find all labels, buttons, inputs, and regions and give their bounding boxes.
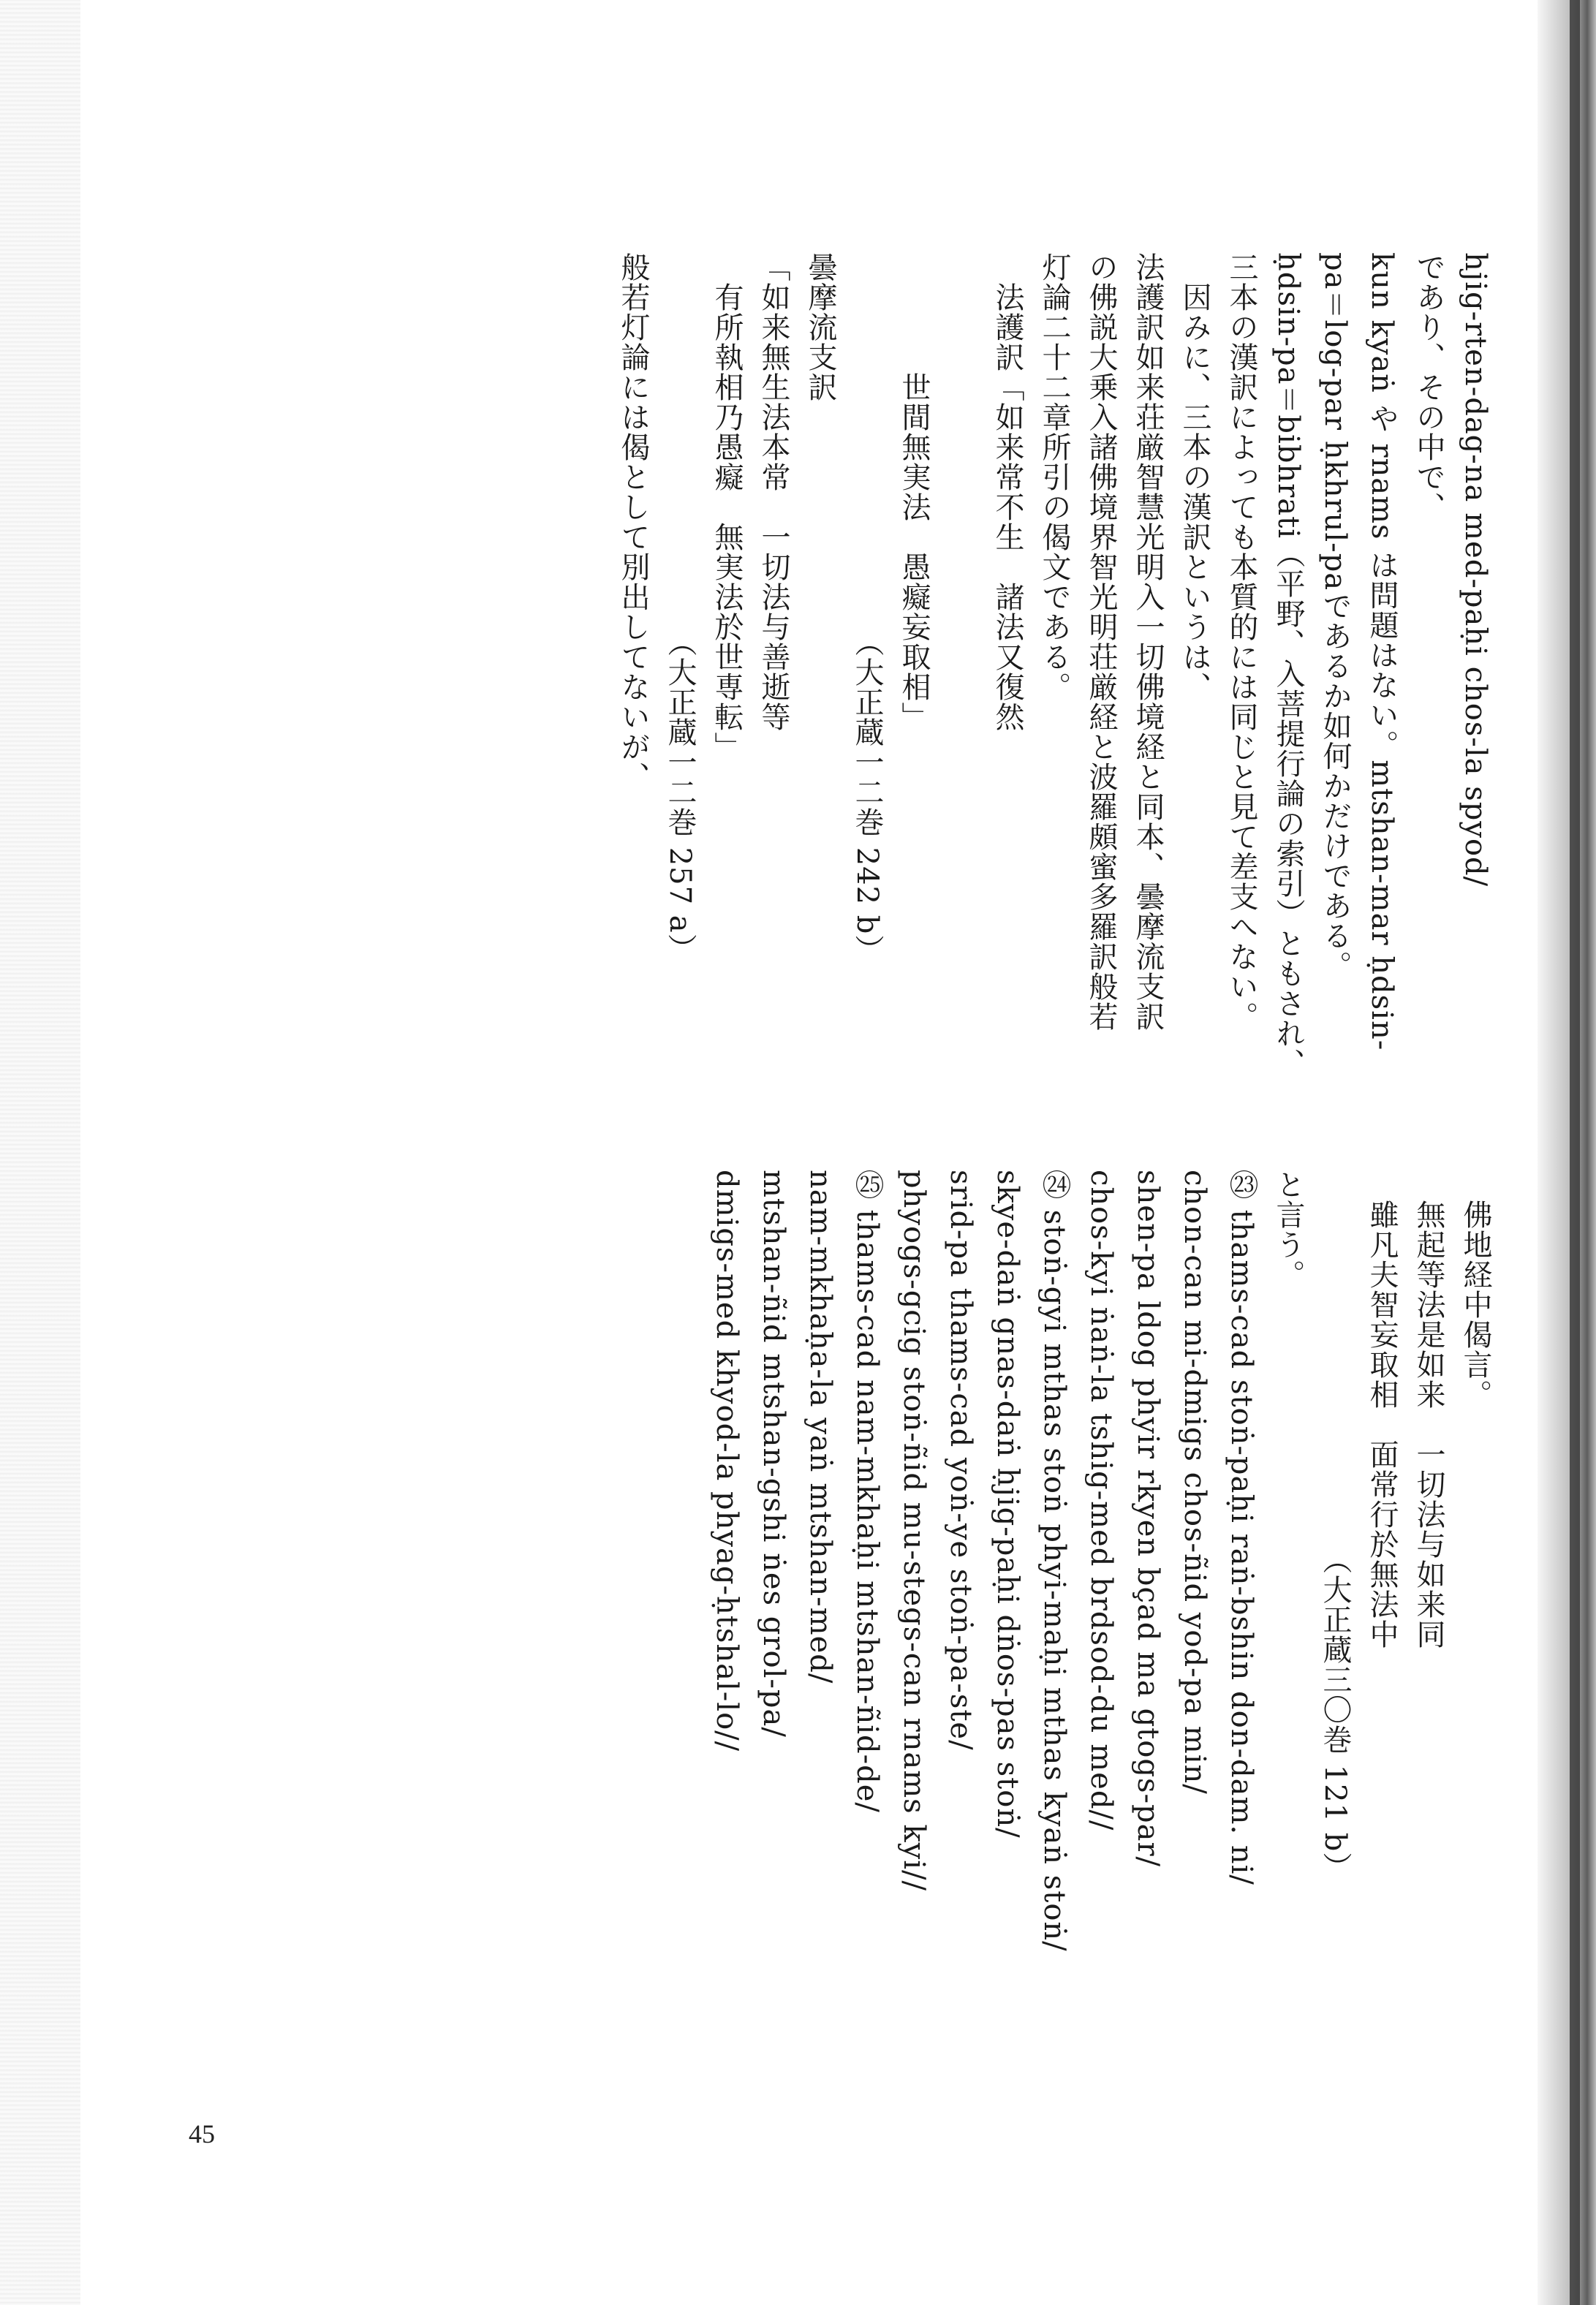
text-line: 般若灯論には偈として別出してないが、 [616,252,650,792]
text-line: kun kyaṅ や rnams は問題はない。mtshan-mar ḥdsin- [1365,252,1399,1051]
text-line: 世間無実法 愚癡妄取相」 [897,252,931,732]
verse-line: ㉔ stoṅ-gyi mthas stoṅ phyi-maḥi mthas kyaṅ stoṅ/ [1037,1170,1071,1952]
text-line: であり、その中で、 [1412,252,1445,522]
verse-line: chon-can mi-dmigs chos-ñid yod-pa min/ [1178,1170,1211,1795]
lower-text-block [548,1170,1499,2120]
text-line [937,252,984,1276]
upper-text-block [534,252,1499,1276]
text-line: 灯論二十二章所引の偈文である。 [1037,252,1071,702]
text-line: 法護訳「如来常不生 諸法又復然 [991,252,1024,732]
text-line: 佛地経中偈言。 [1459,1170,1492,1409]
text-line: pa＝log-par ḥkhrul-paであるか如何かだけである。 [1318,252,1352,981]
scan-edge-right [1538,0,1596,2305]
text-line: 「如来無生法本常 一切法与善逝等 [757,252,790,732]
text-line: 雖凡夫智妄取相 面常行於無法中 [1365,1170,1399,1649]
text-line: 有所執相乃愚癡 無実法於世専転」 [710,252,744,762]
page-number: 45 [189,2119,215,2149]
text-line: 無起等法是如来 一切法与如来同 [1412,1170,1445,1649]
verse-line: shen-pa ldog phyir rkyen bçad ma gtogs-par/ [1131,1170,1165,1868]
verse-line: srid-pa thams-cad yoṅ-ye stoṅ-pa-ste/ [944,1170,977,1751]
text-line: 因みに、三本の漢訳というは、 [1178,252,1211,702]
verse-line: dmigs-med khyod-la phyag-ḥtshal-lo// [710,1170,744,1752]
citation-line: （大正蔵一二巻 257 a） [663,252,697,964]
text-line: の佛説大乗入諸佛境界智光明荘厳経と波羅頗蜜多羅訳般若 [1084,252,1118,1032]
text-line: と言う。 [1271,1170,1305,1290]
verse-line: ㉕ thams-cad nam-mkhaḥi mtshan-ñid-de/ [850,1170,884,1813]
verse-line: nam-mkhaḥa-la yaṅ mtshan-med/ [803,1170,837,1684]
text-line: 三本の漢訳によっても本質的には同じと見て差支へない。 [1225,252,1258,1032]
verse-line: phyogs-gcig stoṅ-ñid mu-stegs-can rnams kyi// [897,1170,931,1891]
text-line: ḥdsin-pa＝bibhrati（平野、入菩提行論の索引）ともされ、 [1271,252,1305,1079]
verse-line: mtshan-ñid mtshan-gshi ṅes grol-pa/ [757,1170,790,1738]
verse-line: chos-kyi ṅaṅ-la tshig-med brdsod-du med// [1084,1170,1118,1831]
text-line: 法護訳如来荘厳智慧光明入一切佛境経と同本、曇摩流支訳 [1131,252,1165,1032]
text-line: 曇摩流支訳 [803,252,837,402]
verse-line: ㉓ thams-cad stoṅ-paḥi raṅ-bshin don-dam. ni/ [1225,1170,1258,1885]
text-line: hjig-rten-dag-na med-paḥi chos-la spyod/ [1459,252,1492,887]
scan-edge-left [0,0,80,2305]
scan-binding-shadow [1570,0,1580,2305]
citation-line: （大正蔵一二巻 242 b） [850,252,884,965]
verse-line: skye-daṅ gnas-daṅ ḥjig-paḥi dṅos-pas stoṅ/ [991,1170,1024,1839]
citation-line: （大正蔵三〇巻 121 b） [1318,1170,1352,1882]
